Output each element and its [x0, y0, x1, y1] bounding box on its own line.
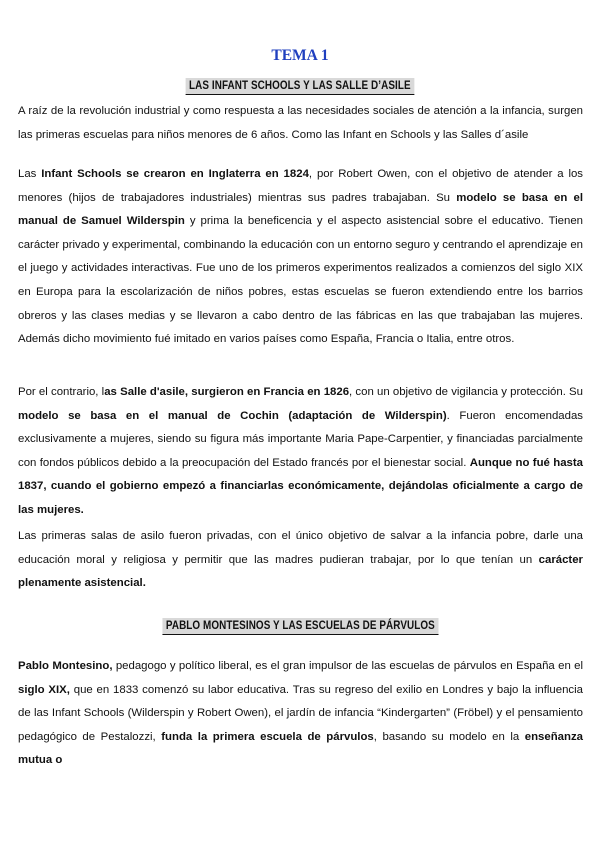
paragraph-pablo-montesino [18, 655, 583, 773]
p2-text-1: Las [18, 168, 42, 180]
p2-text-2: , por Robert Owen, con el objetivo de atender a los menores (hijos de trabajadores industriales) mientras sus padres trabajaban. Su [18, 168, 584, 204]
p3-bold-1: as Salle d'asile, surgieron en Francia en 1826 [104, 386, 350, 398]
p2-bold-1: Infant Schools se crearon en Inglaterra en 1824 [41, 168, 309, 180]
p2-bold-2: modelo se basa en el manual de Samuel Wilderspin [18, 191, 583, 228]
paragraph-intro: A raíz de la revolución industrial y como respuesta a las necesidades sociales de atención a la infancia, surgen las primeras escuelas para niños menores de 6 años. Como las Infant en Schools y las Salles d´asile [18, 105, 583, 141]
p5-bold-3: funda la primera escuela de párvulos [161, 730, 374, 743]
p3-text-1: Por el contrario, l [18, 386, 105, 398]
section-heading-infant-schools [0, 76, 600, 95]
p3-text-3: . Fueron encomendadas exclusivamente a mujeres, siendo su figura más importante Maria Pape-Carpentier, y financiadas parcialmente con fondos públicos debido a la preocupación del Estado francés por el bienestar social. [18, 409, 583, 469]
p5-bold-4: enseñanza mutua o [18, 730, 583, 767]
section-heading-pablo-montesinos [0, 616, 600, 635]
p5-bold-1: Pablo Montesino, [18, 660, 113, 672]
section-heading-1-text: LAS INFANT SCHOOLS Y LAS SALLE D’ASILE [186, 78, 414, 95]
p5-bold-2: siglo XIX, [18, 683, 70, 696]
p5-text-3: , basando su modelo en la [373, 730, 525, 743]
p4-text-1: Las primeras salas de asilo fueron privadas, con el único objetivo de salvar a la infancia pobre, darle una educación moral y religiosa y permitir que las madres pudieran trabajar, por lo que tenían un [18, 530, 583, 566]
paragraph-infant-schools [18, 163, 583, 352]
paragraph-salle-asile [18, 381, 583, 523]
p3-bold-3: Aunque no fué hasta 1837, cuando el gobierno empezó a financiarlas económicamente, dejándolas oficialmente a cargo de las mujeres. [18, 456, 583, 516]
p2-text-3: y prima la beneficencia y el aspecto asistencial sobre el educativo. Tienen carácter privado y experimental, combinando la educación con un entorno seguro y centrando el aprendizaje en el juego y actividades interactivas. Fue uno de los primeros experimentos realizados a comienzos del siglo XIX en Europa para la escolarización de niños pobres, estas escuelas se fueron extendiendo entre los barrios obreros y las clases medias y se llevaron a cabo dentro de las fábricas en las que trabajaban las mujeres. Además dicho movimiento fué imitado en varios países como España, Francia o Italia, entre otros. [18, 215, 583, 346]
section-heading-2-text: PABLO MONTESINOS Y LAS ESCUELAS DE PÁRVULOS [162, 618, 438, 635]
p4-bold-1: carácter plenamente asistencial. [18, 553, 583, 590]
p3-text-2: , con un objetivo de vigilancia y protección. Su [349, 386, 583, 398]
document-title: TEMA 1 [271, 47, 329, 64]
paragraph-salas-asilo [18, 525, 583, 596]
p5-text-1: pedagogo y político liberal, es el gran impulsor de las escuelas de párvulos en España en el [112, 660, 583, 672]
p3-bold-2: modelo se basa en el manual de Cochin (adaptación de Wilderspin) [18, 409, 447, 422]
p5-text-2: que en 1833 comenzó su labor educativa. Tras su regreso del exilio en Londres y bajo la influencia de las Infant Schools (Wilderspin y Robert Owen), el jardín de infancia “Kindergarten” (Fröbel) y el pensamiento pedagógico de Pestalozzi, [18, 683, 583, 743]
